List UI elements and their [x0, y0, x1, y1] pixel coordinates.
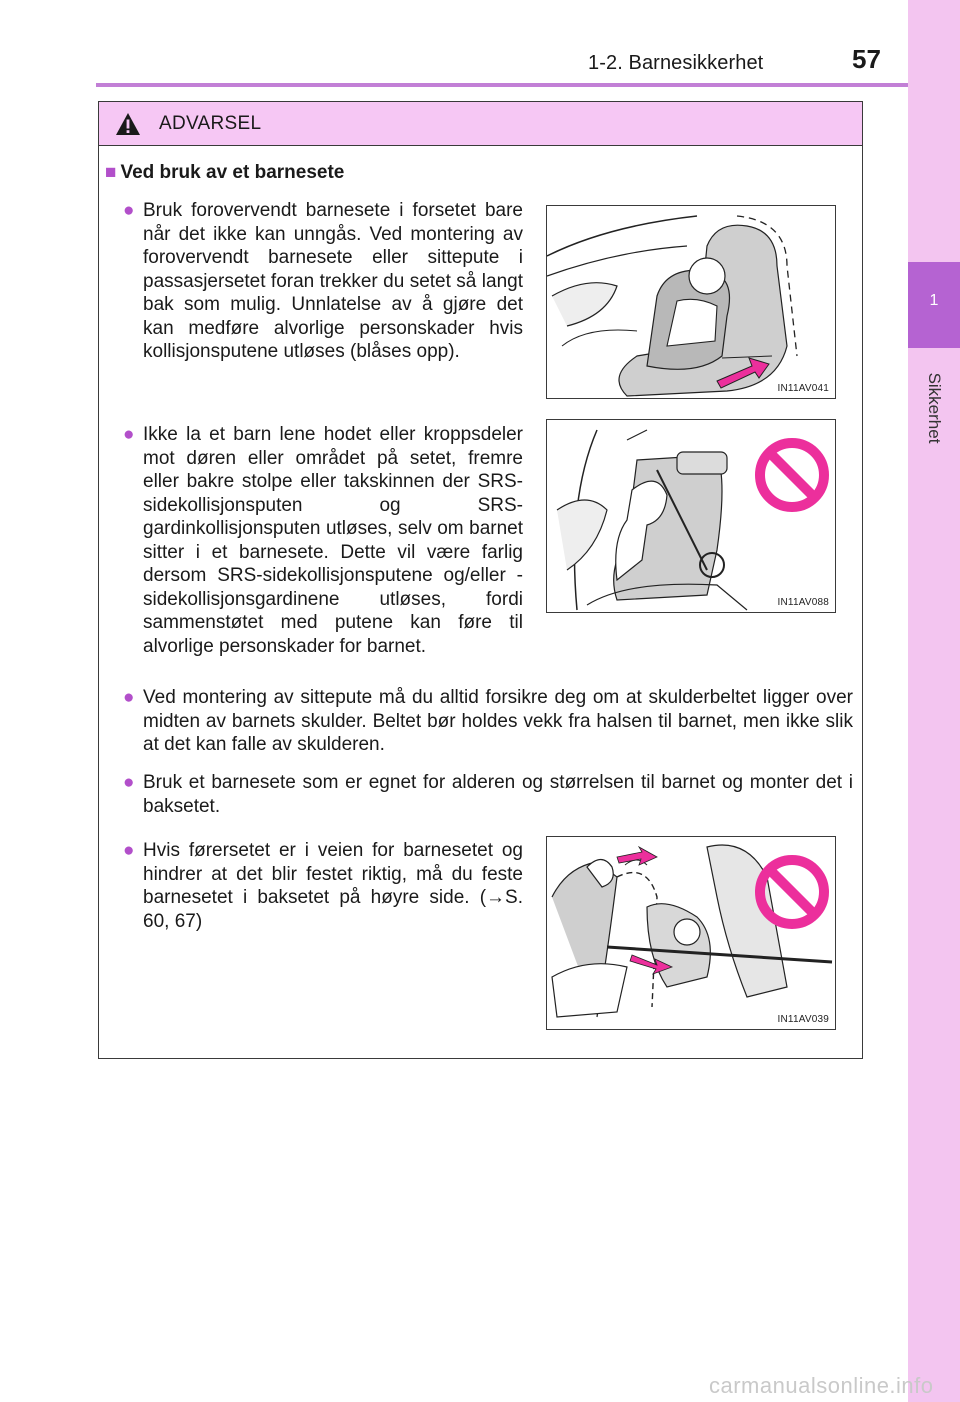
bullet-item	[123, 686, 853, 757]
page-number: 57	[852, 44, 881, 74]
bullet-text: Bruk et barnesete som er egnet for alderen og størrelsen til barnet og monter det i baksetet.	[143, 772, 853, 817]
figure-code: IN11AV041	[777, 383, 829, 394]
bullet-dot-icon: ●	[123, 840, 135, 861]
prohibition-icon	[760, 443, 824, 507]
warning-section-title	[105, 162, 344, 184]
warning-triangle-icon	[115, 112, 141, 136]
warning-header	[99, 102, 862, 146]
section-title: 1-2. Barnesikkerhet	[588, 52, 764, 74]
figure-code: IN11AV088	[777, 597, 829, 608]
warning-section-title-text: Ved bruk av et barnesete	[120, 162, 345, 183]
figure-rear-seat	[546, 836, 836, 1030]
figure-forward-facing-seat	[546, 205, 836, 399]
bullet-item	[123, 771, 853, 818]
warning-title: ADVARSEL	[159, 113, 262, 134]
bullet-text: Ikke la et barn lene hodet eller kroppsdeler mot døren eller området på setet, fremre eller bakre stolpe eller takskinnen der SRS-sidekollisjonsputen og SRS-gardinkollisjonsputen utløses, selv om barnet sitter i et barnesete. Dette vil være farlig dersom SRS-sidekollisjonsputene og/eller -sidekollisjonsgardinene utløses, fordi sammenstøtet med putene kan føre til alvorlige personskader for barnet.	[143, 424, 523, 657]
child-leaning-illustration	[547, 420, 836, 613]
chapter-number: 1	[929, 292, 939, 309]
bullet-text: Hvis førersetet er i veien for barnesetet og hindrer at det blir festet riktig, må du feste barnesetet i baksetet på høyre side. (→S. 60, 67)	[143, 840, 523, 932]
bullet-item	[123, 423, 523, 658]
side-tab	[908, 0, 960, 1402]
rear-seat-illustration	[547, 837, 836, 1030]
bullet-dot-icon: ●	[123, 200, 135, 221]
bullet-dot-icon: ●	[123, 772, 135, 793]
bullet-text: Bruk forovervendt barnesete i forsetet bare når det ikke kan unngås. Ved montering av forovervendt barnesete eller sittepute i passasjersetet foran trekker du setet så langt bak som mulig. Unnlatelse av å gjøre det kan medføre alvorlige personskader hvis kollisjonsputene utløses (blåses opp).	[143, 200, 523, 362]
header-rule	[96, 83, 908, 87]
square-bullet-icon: ■	[105, 162, 117, 183]
child-seat-illustration	[547, 206, 836, 399]
bullet-dot-icon: ●	[123, 424, 135, 445]
bullet-item	[123, 199, 523, 364]
bullet-item	[123, 839, 523, 933]
watermark: carmanualsonline.info	[709, 1373, 934, 1398]
chapter-label: Sikkerhet	[925, 372, 944, 444]
bullet-text: Ved montering av sittepute må du alltid forsikre deg om at skulderbeltet ligger over midten av barnets skulder. Beltet bør holdes vekk fra halsen til barnet, men ikke slik at det kan falle av skulderen.	[143, 687, 853, 755]
figure-code: IN11AV039	[777, 1014, 829, 1025]
figure-head-against-door	[546, 419, 836, 613]
bullet-dot-icon: ●	[123, 687, 135, 708]
